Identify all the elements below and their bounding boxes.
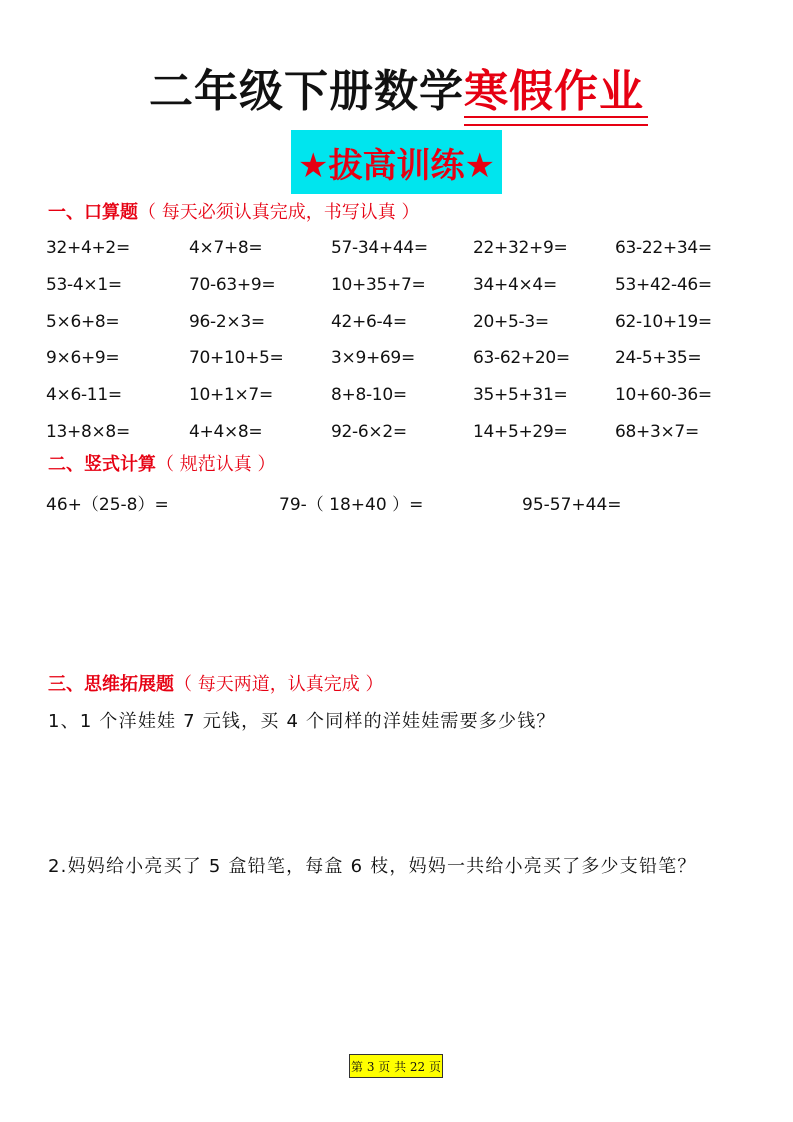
problem: 92-6×2= bbox=[331, 421, 407, 442]
section-thinking-title: 三、思维拓展题 bbox=[48, 674, 174, 695]
problem: 42+6-4= bbox=[331, 311, 407, 332]
vertical-problem: 95-57+44= bbox=[522, 495, 622, 515]
problem: 9×6+9= bbox=[46, 348, 120, 369]
problem: 53+42-46= bbox=[615, 274, 712, 295]
vertical-problem: 79-（ 18+40 ）= bbox=[279, 495, 424, 515]
problem: 5×6+8= bbox=[46, 311, 120, 332]
problem: 10+60-36= bbox=[615, 385, 712, 406]
problem: 4×6-11= bbox=[46, 385, 122, 406]
problem: 32+4+2= bbox=[46, 238, 130, 258]
problem: 14+5+29= bbox=[473, 421, 568, 442]
section-oral-title: 一、口算题 bbox=[48, 202, 138, 223]
title-main: 二年级下册数学 bbox=[149, 66, 464, 117]
page-title bbox=[0, 62, 793, 122]
section-thinking-heading bbox=[48, 673, 383, 697]
section-vertical-title: 二、竖式计算 bbox=[48, 454, 156, 475]
problem: 68+3×7= bbox=[615, 421, 699, 442]
problem: 24-5+35= bbox=[615, 348, 702, 369]
problem: 96-2×3= bbox=[189, 311, 265, 332]
problem: 8+8-10= bbox=[331, 385, 407, 406]
section-thinking-note: （ 每天两道，认真完成 ） bbox=[174, 674, 384, 695]
problem: 34+4×4= bbox=[473, 274, 557, 295]
banner-text: ★拔高训练★ bbox=[298, 145, 495, 186]
word-problem-1: 1、1 个洋娃娃 7 元钱，买 4 个同样的洋娃娃需要多少钱？ bbox=[48, 711, 556, 732]
problem: 57-34+44= bbox=[331, 238, 428, 258]
title-highlight: 寒假作业 bbox=[464, 62, 644, 122]
problem: 62-10+19= bbox=[615, 311, 712, 332]
problem: 63-62+20= bbox=[473, 348, 570, 369]
problem: 4+4×8= bbox=[189, 421, 263, 442]
problem: 22+32+9= bbox=[473, 238, 568, 258]
problem: 70-63+9= bbox=[189, 274, 276, 295]
section-oral-note: （ 每天必须认真完成，书写认真 ） bbox=[138, 202, 420, 223]
problem: 10+1×7= bbox=[189, 385, 273, 406]
problem: 4×7+8= bbox=[189, 238, 263, 258]
section-oral-heading bbox=[48, 201, 419, 225]
problem: 20+5-3= bbox=[473, 311, 549, 332]
page-number-footer: 第 3 页 共 22 页 bbox=[349, 1054, 443, 1078]
problem: 63-22+34= bbox=[615, 238, 712, 258]
problem: 10+35+7= bbox=[331, 274, 426, 295]
problem: 35+5+31= bbox=[473, 385, 568, 406]
problem: 53-4×1= bbox=[46, 274, 122, 295]
banner bbox=[291, 130, 502, 194]
problem: 70+10+5= bbox=[189, 348, 284, 369]
problem: 13+8×8= bbox=[46, 421, 130, 442]
problem: 3×9+69= bbox=[331, 348, 415, 369]
vertical-problem: 46+（25-8）= bbox=[46, 495, 169, 515]
word-problem-2: 2.妈妈给小亮买了 5 盒铅笔，每盒 6 枝，妈妈一共给小亮买了多少支铅笔？ bbox=[48, 856, 697, 877]
section-vertical-note: （ 规范认真 ） bbox=[156, 454, 276, 475]
section-vertical-heading bbox=[48, 453, 275, 477]
